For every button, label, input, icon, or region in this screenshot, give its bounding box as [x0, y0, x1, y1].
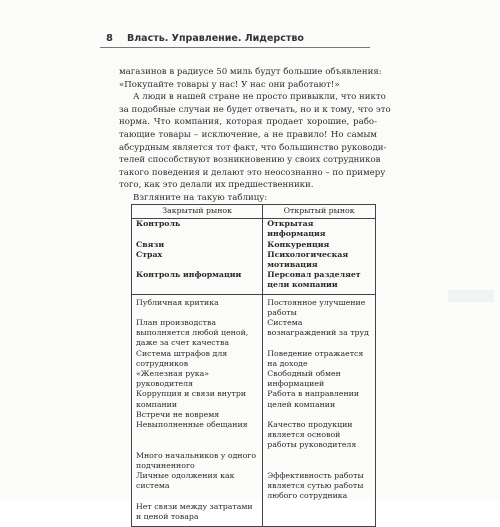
paragraph-3: Взгляните на такую таблицу:	[133, 192, 268, 203]
column-header-open-market: Открытый рынок	[263, 205, 376, 219]
table-cell: Невыполненные обещания	[136, 420, 248, 430]
text-line: А люди в нашей стране не просто привыкли, что никто	[133, 92, 386, 103]
table-row	[132, 240, 376, 250]
table-cell: Публичная критика	[136, 297, 219, 307]
table-cell: Много начальников у одного подчиненного	[136, 450, 257, 470]
table-cell: Работа в направлении целей компании	[263, 389, 376, 409]
table-cell: Поведение отражается на доходе	[263, 349, 376, 369]
text-line: магазинов в радиусе 50 миль будут большие объявления:	[119, 67, 382, 77]
table-cell: Коррупция и связи внутри компании	[136, 389, 247, 409]
table-cell: Конкуренция	[263, 240, 376, 250]
table-cell: Персонал разделяет цели компании	[263, 270, 376, 294]
table-cell: План производства выполняется любой ценой, даже за счет качества	[136, 318, 249, 348]
table-cell: Контроль информации	[132, 270, 263, 294]
table-header-row	[132, 205, 376, 219]
header-rule	[100, 47, 370, 48]
table-cell	[263, 502, 376, 527]
table-cell: Страх	[136, 249, 163, 259]
table-cell: Система штрафов для сотрудников	[136, 348, 228, 368]
table-row	[132, 250, 376, 270]
table-row	[132, 270, 376, 294]
table-cell: Контроль	[136, 219, 181, 229]
comparison-table	[131, 204, 376, 527]
table-row	[132, 369, 376, 389]
table-cell: «Железная рука» руководителя	[136, 369, 210, 389]
table-cell: Качество продукции является основой работы руководителя	[263, 420, 376, 451]
text-line: за подобные случаи не будет отвечать, но и к тому, что это	[119, 104, 391, 115]
table-row	[132, 318, 376, 349]
table-row	[132, 471, 376, 502]
body-text	[119, 66, 391, 205]
text-line: такого поведения и делают это неосознанно – по примеру	[119, 167, 386, 178]
table-row	[132, 410, 376, 420]
table-cell: Психологическая мотивация	[263, 250, 376, 270]
table-cell: Система вознаграждений за труд	[263, 318, 376, 349]
table-cell: Встречи не вовремя	[136, 409, 220, 419]
table-cell: Свободный обмен информацией	[263, 369, 376, 389]
table-cell	[263, 410, 376, 420]
table-cell: Нет связи между затратами и ценой товара	[136, 501, 253, 521]
text-line: телей способствуют возникновению у своих сотрудников	[119, 155, 381, 166]
table-cell: Личные одолжения как система	[136, 471, 235, 491]
table-cell: Постоянное улучшение работы	[263, 294, 376, 318]
text-line: норма. Что компания, которая продает хорошие, рабо-	[119, 117, 377, 128]
margin-smudge	[448, 290, 494, 302]
paragraph-1	[119, 66, 382, 91]
paragraph-2	[119, 91, 391, 192]
table-row	[132, 219, 376, 240]
table-cell	[263, 451, 376, 471]
page-number: 8	[106, 32, 113, 44]
table-row	[132, 420, 376, 451]
page-header	[106, 28, 482, 48]
column-header-closed-market: Закрытый рынок	[132, 205, 263, 219]
text-line: абсурдным является тот факт, что большинство руководи-	[119, 142, 387, 153]
table-cell: Эффективность работы является сутью работы любого сотрудника	[263, 471, 376, 502]
text-line: «Покупайте товары у нас! У нас они работают!»	[119, 79, 340, 90]
table-cell: Связи	[136, 239, 165, 249]
table-cell: Открытая информация	[263, 219, 376, 240]
table-row	[132, 294, 376, 318]
text-line: того, как это делали их предшественники.	[119, 180, 314, 191]
text-line: тающие товары – исключение, а не правило! Но самым	[119, 129, 377, 140]
table-row	[132, 502, 376, 527]
table-row	[132, 349, 376, 369]
running-title: Власть. Управление. Лидерство	[126, 32, 304, 44]
table-row	[132, 389, 376, 409]
table-row	[132, 451, 376, 471]
